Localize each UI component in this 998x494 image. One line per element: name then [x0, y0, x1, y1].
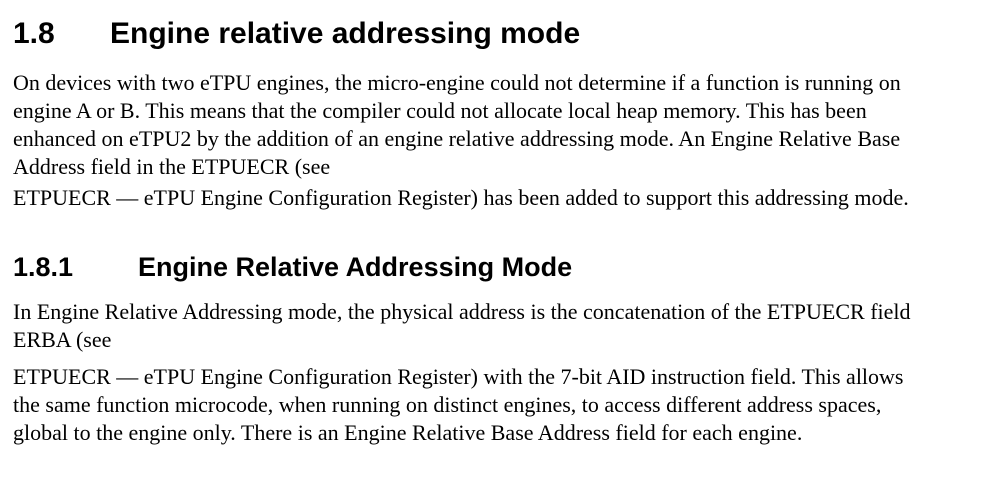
text-line: the same function microcode, when running on distinct engines, to access different address spaces,: [13, 392, 882, 417]
section-number: 1.8: [13, 17, 55, 50]
text-line: ETPUECR — eTPU Engine Configuration Register) with the 7-bit AID instruction field. This allows: [13, 364, 904, 389]
paragraph: [13, 298, 984, 354]
text-line: engine A or B. This means that the compiler could not allocate local heap memory. This has been: [13, 98, 867, 123]
section-number: 1.8.1: [13, 252, 74, 282]
text-line: Address field in the ETPUECR (see: [13, 154, 331, 179]
text-line: In Engine Relative Addressing mode, the physical address is the concatenation of the ETPUECR field: [13, 299, 911, 324]
text-line: ETPUECR — eTPU Engine Configuration Register) has been added to support this addressing mode.: [13, 185, 909, 210]
paragraph: [13, 184, 984, 212]
text-line: On devices with two eTPU engines, the micro-engine could not determine if a function is running on: [13, 70, 901, 95]
text-line: global to the engine only. There is an Engine Relative Base Address field for each engine.: [13, 420, 803, 445]
paragraph: [13, 363, 984, 447]
section-title: Engine relative addressing mode: [110, 17, 581, 50]
section-title: Engine Relative Addressing Mode: [138, 252, 573, 282]
text-line: ERBA (see: [13, 327, 112, 352]
paragraph: [13, 69, 984, 181]
section-heading-1-8: [13, 16, 984, 52]
text-line: enhanced on eTPU2 by the addition of an engine relative addressing mode. An Engine Relative Base: [13, 126, 901, 151]
section-heading-1-8-1: [13, 250, 984, 284]
